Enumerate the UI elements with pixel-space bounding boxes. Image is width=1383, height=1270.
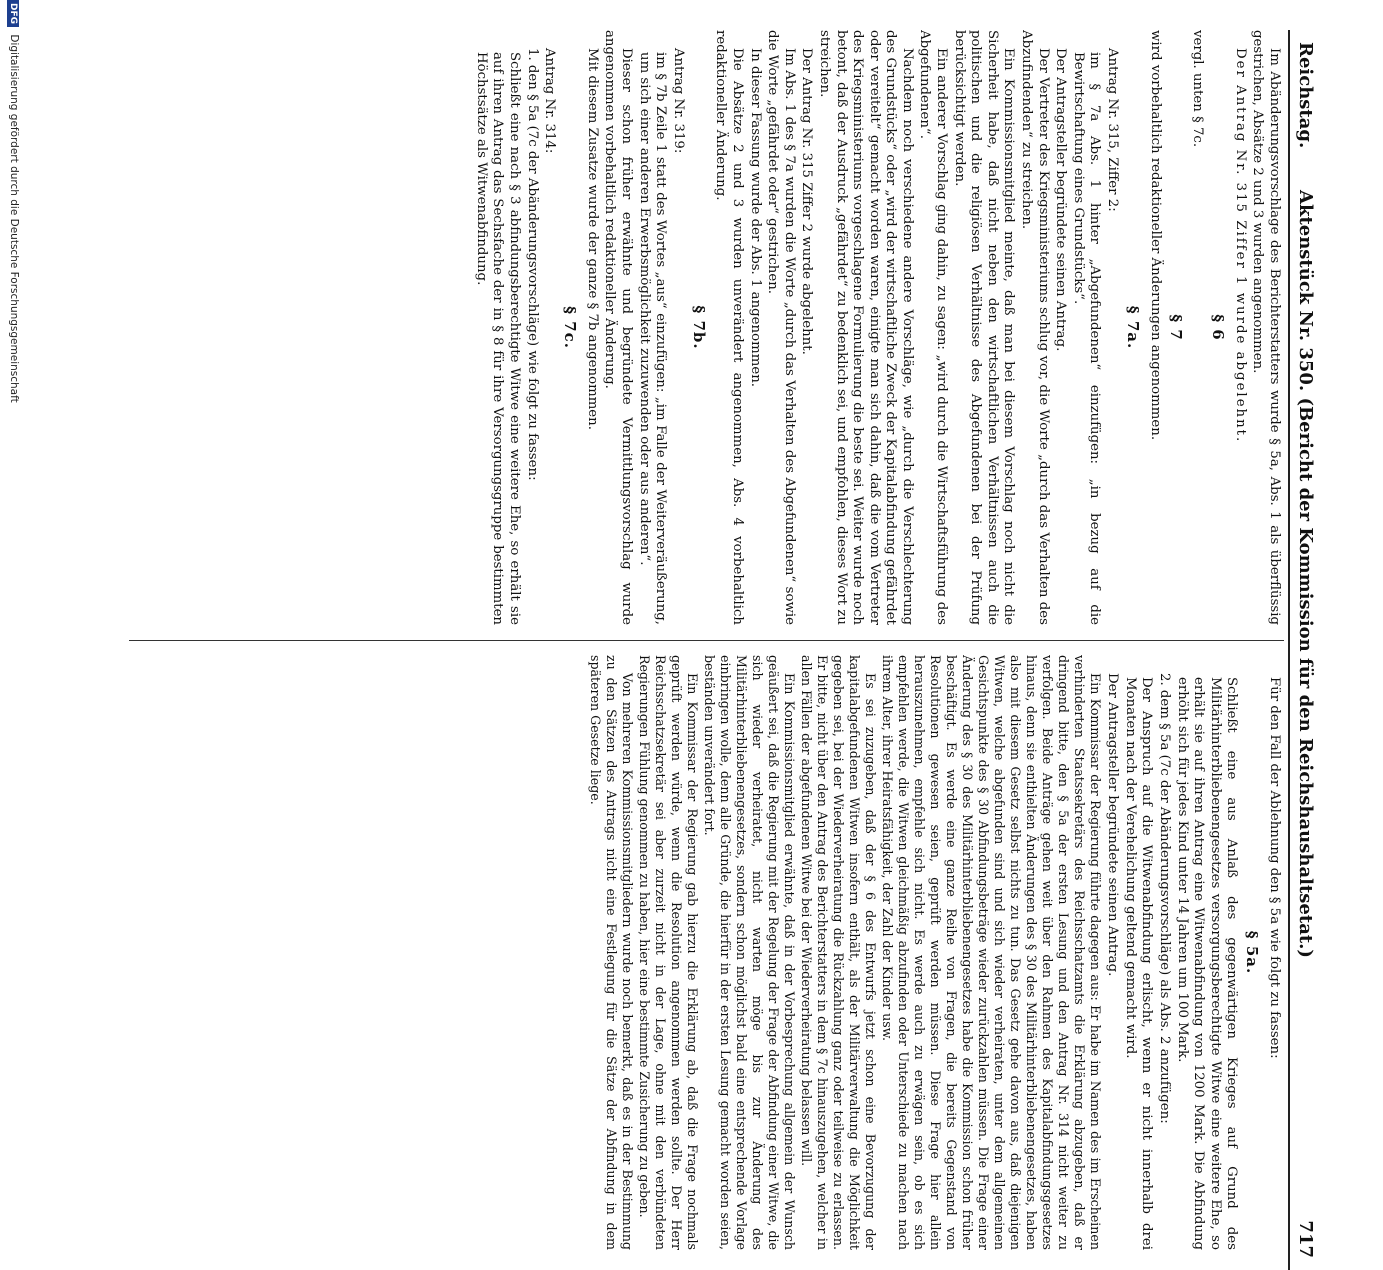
document-page — [123, 30, 1318, 1270]
column-divider — [129, 640, 1284, 641]
paragraph: Der Antragsteller begründete seinen Antrag. — [1053, 48, 1069, 352]
paragraph: Im Abänderungsvorschlage des Berichterstatters wurde § 5a, Abs. 1 als überflüssig gestrichen, Absätze 2 und 3 wurden angenommen. — [1250, 30, 1282, 625]
paragraph: im § 7b Zeile 1 statt des Wortes „aus“ einzufügen: „im Falle der Weiterveräußerung, um sich einer anderen Erwerbsmöglichkeit zuzuwenden oder aus anderen“. — [636, 52, 669, 625]
paragraph: In dieser Fassung wurde der Abs. 1 angenommen. — [747, 48, 763, 387]
page-number: 717 — [1295, 1220, 1316, 1258]
paragraph: Es sei zuzugeben, daß der § 6 des Entwurfs jetzt schon eine Bevorzugung der kapitalabgefundenen Witwen insofern enthält, als der Militärverwaltung die Möglichkeit gegeben sei, bei der Wiederverheiratung die Rückzahlung ganz oder teilweise zu erlassen. Er bitte, nicht über den Antrag des Berichterstatters in dem § 7c hinauszugehen, welcher in allen Fällen der abgefundenen Witwe bei der Wiederverheiratung belassen will. — [798, 655, 878, 1250]
paragraph: Ein Kommissar der Regierung gab hierzu die Erklärung ab, daß die Frage nochmals geprüft werden würde, wenn die Resolution angenommen werden sollte. Der Herr Reichsschatzsekretär sei aber zurzeit nicht in der Lage, ohne mit den verbündeten Regierungen Fühlung genommen zu haben, hier eine bestimmte Zusicherung zu geben. — [636, 655, 700, 1250]
paragraph: Antrag Nr. 319: — [670, 48, 686, 154]
paragraph: Der Antrag Nr. 315 Ziffer 2 wurde abgelehnt. — [799, 48, 815, 355]
left-column — [132, 30, 1282, 625]
section-heading: § 6 — [1209, 314, 1228, 341]
paragraph: Der Anspruch auf die Witwenabfindung erlischt, wenn er nicht innerhalb drei Monaten nach der Verehelichung geltend gemacht wird. — [1122, 677, 1155, 1250]
paragraph: Von mehreren Kommissionsmitgliedern wurde noch bemerkt, daß es in der Bestimmung zu den Sätzen des Antrags nicht eine Festlegung für die Sätze der Abfindung in dem späteren Gesetze liege. — [587, 655, 635, 1250]
paragraph: Schließt eine nach § 3 abfindungsberechtigte Witwe eine weitere Ehe, so erhält sie auf ihren Antrag das Sechsfache der in § 8 für ihre Versorgungsgruppe bestimmten Höchstsätze als Witwenabfindung. — [473, 52, 523, 625]
paragraph: Nachdem noch verschiedene andere Vorschläge, wie „durch die Verschlechterung des Grundstücks“ oder „wird der wirtschaftliche Zweck der Kapitalabfindung gefährdet oder vereitelt“ gemacht worden waren, einigte man sich dahin, daß die vom Vertreter des Kriegsministeriums vorgeschlagene Formulierung die beste sei. Weiter wurde noch betont, daß der Ausdruck „gefährdet“ zu bedenklich sei, und empfohlen, dieses Wort zu streichen. — [816, 30, 915, 625]
paragraph: Ein Kommissionsmitglied erwähnte, daß in der Vorbesprechung allgemein der Wunsch geäußert sei, daß die Regierung mit der Regelung der Frage der Abfindung einer Witwe, die sich wieder verheiratet, nicht warten möge bis zur Änderung des Militärhinterbliebenengesetzes, sondern schon möglichst bald eine entsprechende Vorlage einbringen wolle, denn alle Gründe, die hierfür in der ersten Lesung gemacht worden seien, beständen unverändert fort. — [701, 655, 797, 1250]
paragraph: Für den Fall der Ablehnung den § 5a wie folgt zu fassen: — [1267, 677, 1282, 1059]
paragraph: Im Abs. 1 des § 7a wurden die Worte „durch das Verhalten des Abgefundenen“ sowie die Worte „gefährdet oder“ gestrichen. — [765, 30, 797, 625]
paragraph: Antrag Nr. 314: — [542, 48, 558, 154]
header-left: Reichstag. — [1295, 42, 1316, 149]
paragraph: Antrag Nr. 315, Ziffer 2: — [1105, 48, 1121, 212]
section-heading: § 7a. — [1124, 305, 1143, 350]
dfg-logo: DFG — [7, 0, 19, 27]
header-title: Aktenstück Nr. 350. (Bericht der Kommission für den Reichshaushaltsetat.) — [1295, 190, 1316, 958]
paragraph: Der Vertreter des Kriegsministeriums schlug vor, die Worte „durch das Verhalten des Abzufindenden“ zu streichen. — [1019, 30, 1051, 625]
paragraph: Ein Kommissar der Regierung führte dagegen aus: Er habe im Namen des im Erscheinen verhinderten Staatssekretärs des Reichsschatzamts die Erklärung abzugeben, daß er dringend bitte, den § 5a der ersten Lesung und den Antrag Nr. 314 nicht weiter zu verfolgen. Beide Anträge gehen weit über den Rahmen des Kapitalabfindungsgesetzes hinaus, denn sie enthielten Änderungen des § 30 des Militärhinterbliebenengesetzes, haben also mit diesem Gesetz selbst nichts zu tun. Das Gesetz gehe davon aus, daß diejenigen Witwen, welche abgefunden sind und sich wieder verheiraten, unter dem allgemeinen Gesichtspunkte des § 30 Abfindungsbeträge wieder zurückzahlen müssen. Die Frage einer Änderung des § 30 des Militärhinterbliebenengesetzes habe die Kommission schon früher beschäftigt. Es werde eine ganze Reihe von Fragen, die bereits Gegenstand von Resolutionen gewesen seien, geprüft werden müssen. Diese Frage hier allein herauszunehmen, empfehle sich nicht. Es werde auch zu erwägen sein, ob es sich empfehlen werde, die Witwen gleichmäßig abzufinden oder Unterschiede zu machen nach ihrem Alter, ihrer Heiratsfähigkeit, der Zahl der Kinder usw. — [879, 655, 1103, 1250]
paragraph: Ein Kommissionsmitglied meinte, daß man bei diesem Vorschlag noch nicht die Sicherheit habe, daß nicht neben den wirtschaftlichen Verhältnissen auch die politischen und die religiösen Verhältnisse des Abgefundenen bei der Prüfung berücksichtigt werden. — [951, 30, 1017, 625]
footer-text: Digitalisierung gefördert durch die Deutsche Forschungsgemeinschaft — [8, 34, 20, 403]
paragraph: wird vorbehaltlich redaktioneller Änderungen angenommen. — [1147, 30, 1163, 441]
paragraph: im § 7a Abs. 1 hinter „Abgefundenen“ einzufügen: „in bezug auf die Bewirtschaftung eines Grundstücks“. — [1070, 52, 1103, 625]
section-heading: § 7 — [1166, 314, 1185, 341]
footer-credit — [2, 0, 20, 1000]
right-column — [132, 655, 1282, 1250]
section-heading: § 7c. — [561, 306, 580, 349]
section-heading: § 7b. — [689, 305, 708, 350]
paragraph: Der Antrag Nr. 315 Ziffer 1 wurde abgelehnt. — [1232, 48, 1248, 444]
paragraph: Schließt eine aus Anlaß des gegenwärtigen Krieges auf Grund des Militärhinterbliebenengesetzes versorgungsberechtigte Witwe eine weitere Ehe, so erhält sie auf ihren Antrag eine Witwenabfindung von 1200 Mark. Die Abfindung erhöht sich für jedes Kind unter 14 Jahren um 100 Mark. — [1174, 677, 1240, 1250]
paragraph: Dieser schon früher erwähnte und begründete Vermittlungsvorschlag wurde angenommen vorbehaltlich redaktioneller Änderung. — [602, 30, 634, 625]
paragraph: Die Absätze 2 und 3 wurden unverändert angenommen, Abs. 4 vorbehaltlich redaktioneller Änderung. — [713, 30, 745, 625]
paragraph: Mit diesem Zusatze wurde der ganze § 7b angenommen. — [584, 48, 600, 430]
page-header — [1288, 30, 1318, 1270]
section-heading: § 5a. — [1243, 930, 1262, 975]
paragraph: Der Antragsteller begründete seinen Antrag. — [1105, 673, 1121, 977]
paragraph: 1. den § 5a (7c der Abänderungsvorschläge) wie folgt zu fassen: — [524, 48, 540, 481]
paragraph: Ein anderer Vorschlag ging dahin, zu sagen: „wird durch die Wirtschaftsführung des Abgefundenen“. — [917, 30, 950, 625]
paragraph: 2. dem § 5a (7c der Abänderungsvorschläge) als Abs. 2 anzufügen: — [1157, 673, 1173, 1124]
paragraph: vergl. unten § 7c. — [1190, 30, 1206, 148]
